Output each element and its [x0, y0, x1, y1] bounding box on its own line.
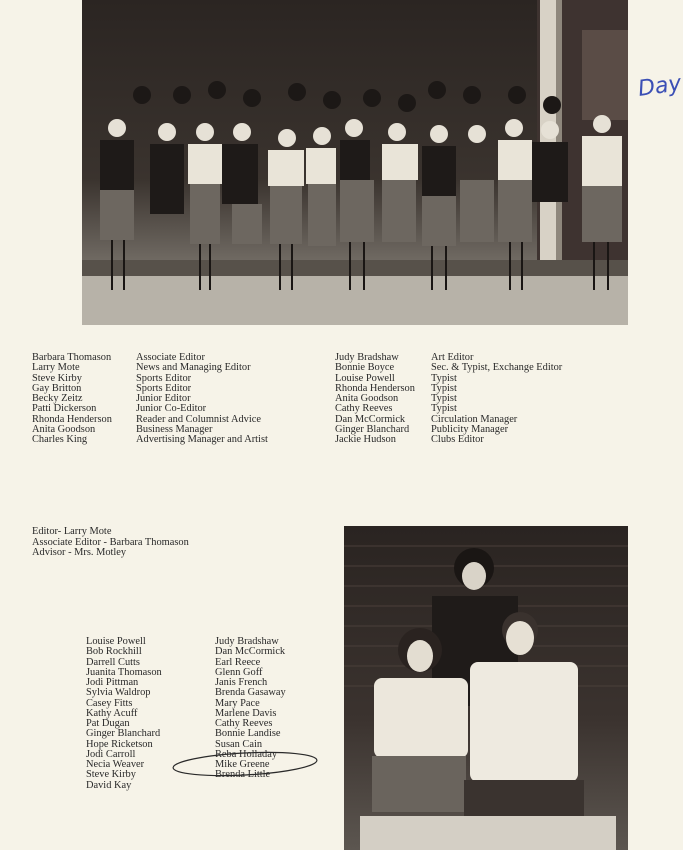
- staff-name: Becky Zeitz: [32, 393, 83, 405]
- roster-name: Earl Reece: [215, 656, 261, 668]
- roster-name: Steve Kirby: [86, 769, 136, 781]
- roster-name: Ginger Blanchard: [86, 728, 161, 740]
- roster-name: Brenda Little: [215, 769, 271, 781]
- staff-role: Typist: [431, 393, 457, 405]
- roster-name: Juanita Thomason: [86, 666, 162, 678]
- staff-role: Associate Editor: [136, 352, 205, 363]
- group-photo-scene: [82, 0, 628, 325]
- staff-name: Rhonda Henderson: [335, 382, 415, 394]
- staff-role: Sports Editor: [136, 372, 192, 384]
- staff-name: Cathy Reeves: [335, 403, 393, 415]
- roster-name: Bob Rockhill: [86, 646, 142, 658]
- staff-role: News and Managing Editor: [136, 362, 251, 374]
- roster-name: Darrell Cutts: [86, 656, 140, 668]
- roster-name: Susan Cain: [215, 738, 263, 750]
- roster-name: Cathy Reeves: [215, 718, 273, 729]
- staff-role: Sec. & Typist, Exchange Editor: [431, 362, 563, 374]
- roster-column-1: [86, 637, 162, 791]
- staff-role: Reader and Columnist Advice: [136, 413, 261, 425]
- staff-role: Art Editor: [431, 352, 474, 363]
- roster-name: Mike Greene: [215, 759, 270, 770]
- officers-list: [32, 527, 189, 559]
- roster-name: Dan McCormick: [215, 646, 286, 658]
- roster-name: Janis French: [215, 677, 268, 688]
- officer-editor: Editor- Larry Mote: [32, 526, 112, 537]
- staff-name: Judy Bradshaw: [335, 352, 399, 363]
- staff-name: Dan McCormick: [335, 413, 406, 425]
- staff-role: Clubs Editor: [431, 434, 484, 446]
- staff-name: Ginger Blanchard: [335, 424, 410, 436]
- roster-name: Sylvia Waldrop: [86, 687, 151, 699]
- editors-photo: [344, 526, 628, 850]
- roster-name: Hope Ricketson: [86, 738, 153, 750]
- roster-name: Jodi Carroll: [86, 748, 136, 760]
- officer-associate-editor: Associate Editor - Barbara Thomason: [32, 536, 189, 548]
- staff-name: Anita Goodson: [335, 393, 399, 405]
- officer-advisor: Advisor - Mrs. Motley: [32, 547, 127, 558]
- roster-column-2: [215, 637, 286, 781]
- handwritten-note: Day: [636, 71, 683, 102]
- staff-role: Publicity Manager: [431, 424, 509, 436]
- staff-role: Junior Editor: [136, 393, 191, 405]
- staff-row: [32, 435, 268, 445]
- roster-name: Louise Powell: [86, 636, 146, 647]
- staff-role: Sports Editor: [136, 382, 192, 394]
- staff-role: Advertising Manager and Artist: [136, 434, 268, 446]
- staff-role: Typist: [431, 403, 457, 415]
- staff-name: Anita Goodson: [32, 424, 96, 436]
- staff-role: Junior Co-Editor: [136, 403, 207, 415]
- editors-photo-scene: [344, 526, 628, 850]
- staff-name: Jackie Hudson: [335, 434, 396, 446]
- roster-name: Bonnie Landise: [215, 728, 281, 740]
- staff-row: [335, 435, 562, 445]
- staff-name: Steve Kirby: [32, 372, 82, 384]
- roster-name: Marlene Davis: [215, 707, 277, 719]
- staff-roles-right: [335, 353, 562, 446]
- staff-role: Typist: [431, 372, 457, 384]
- roster-name: Jodi Pittman: [86, 677, 139, 688]
- staff-name: Barbara Thomason: [32, 352, 112, 363]
- staff-role: Typist: [431, 382, 457, 394]
- roster-name: Reba Holladay: [215, 748, 278, 760]
- roster-name: David Kay: [86, 779, 132, 791]
- staff-name: Charles King: [32, 434, 88, 446]
- staff-name: Larry Mote: [32, 362, 80, 374]
- roster-name: Judy Bradshaw: [215, 636, 279, 647]
- roster-name: Casey Fitts: [86, 697, 133, 709]
- staff-role: Circulation Manager: [431, 413, 518, 425]
- roster-name: Brenda Gasaway: [215, 687, 286, 699]
- roster-name: Necia Weaver: [86, 759, 145, 770]
- group-photo: [82, 0, 683, 325]
- staff-name: Louise Powell: [335, 372, 395, 384]
- staff-name: Patti Dickerson: [32, 403, 97, 415]
- staff-role: Business Manager: [136, 424, 213, 436]
- roster-name: Kathy Acuff: [86, 707, 138, 719]
- roster-name: Pat Dugan: [86, 718, 130, 729]
- staff-name: Gay Britton: [32, 382, 82, 394]
- roster-name: Glenn Goff: [215, 666, 263, 678]
- staff-name: Bonnie Boyce: [335, 362, 395, 374]
- staff-name: Rhonda Henderson: [32, 413, 112, 425]
- roster-name: Mary Pace: [215, 697, 260, 709]
- staff-roles-left: [32, 353, 268, 446]
